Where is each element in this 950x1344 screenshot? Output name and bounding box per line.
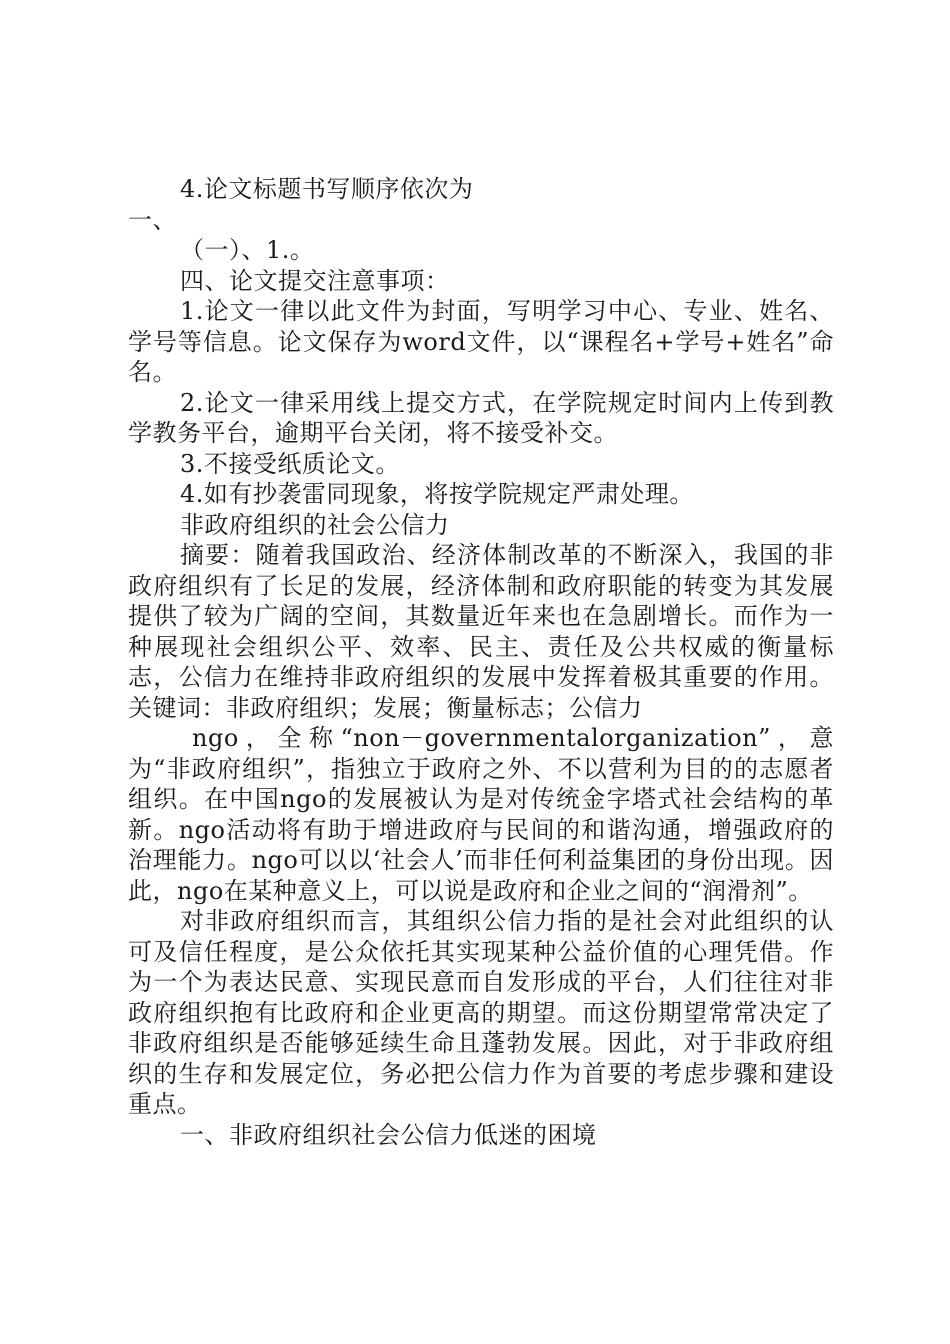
note-3: 3.不接受纸质论文。	[180, 449, 400, 478]
credibility-paragraph: 对非政府组织而言，其组织公信力指的是社会对此组织的认可及信任程度，是公众依托其实现某种公益价值的心理凭借。作为一个为表达民意、实现民意而自发形成的平台，人们往往对非政府组织抱有比政府和企业更高的期望。而这份期望常常决定了非政府组织是否能够延续生命且蓬勃发展。因此，对于非政府组织的生存和发展定位，务必把公信力作为首要的考虑步骤和建设重点。	[128, 907, 834, 1118]
notes-heading: 四、论文提交注意事项：	[180, 266, 450, 295]
note-2: 2.论文一律采用线上提交方式，在学院规定时间内上传到教学教务平台，逾期平台关闭，将不接受补交。	[128, 388, 834, 447]
section-one-heading: 一、非政府组织社会公信力低迷的困境	[180, 1120, 597, 1149]
abstract-paragraph: 摘要：随着我国政治、经济体制改革的不断深入，我国的非政府组织有了长足的发展，经济体制和政府职能的转变为其发展提供了较为广阔的空间，其数量近年来也在急剧增长。而作为一种展现社会组织公平、效率、民主、责任及公共权威的衡量标志，公信力在维持非政府组织的发展中发挥着极其重要的作用。关键词：非政府组织；发展；衡量标志；公信力	[128, 541, 834, 722]
paper-title: 非政府组织的社会公信力	[180, 510, 450, 539]
document-body	[128, 174, 834, 1150]
heading-level-two: （一）、1.。	[180, 236, 315, 264]
note-4: 4.如有抄袭雷同现象，将按学院规定严肃处理。	[180, 480, 694, 508]
heading-level-one: 一、	[128, 205, 177, 234]
note-1: 1.论文一律以此文件为封面，写明学习中心、专业、姓名、学号等信息。论文保存为word文件，以“课程名+学号+姓名”命名。	[128, 297, 834, 386]
ngo-paragraph: ngo，全称“non－governmentalorganization”，意为“非政府组织”，指独立于政府之外、不以营利为目的的志愿者组织。在中国ngo的发展被认为是对传统金字塔式社会结构的革新。ngo活动将有助于增进政府与民间的和谐沟通，增强政府的治理能力。ngo可以以‘社会人’而非任何利益集团的身份出现。因此，ngo在某种意义上，可以说是政府和企业之间的“润滑剂”。	[128, 724, 834, 905]
title-order-line: 4.论文标题书写顺序依次为	[180, 175, 474, 203]
